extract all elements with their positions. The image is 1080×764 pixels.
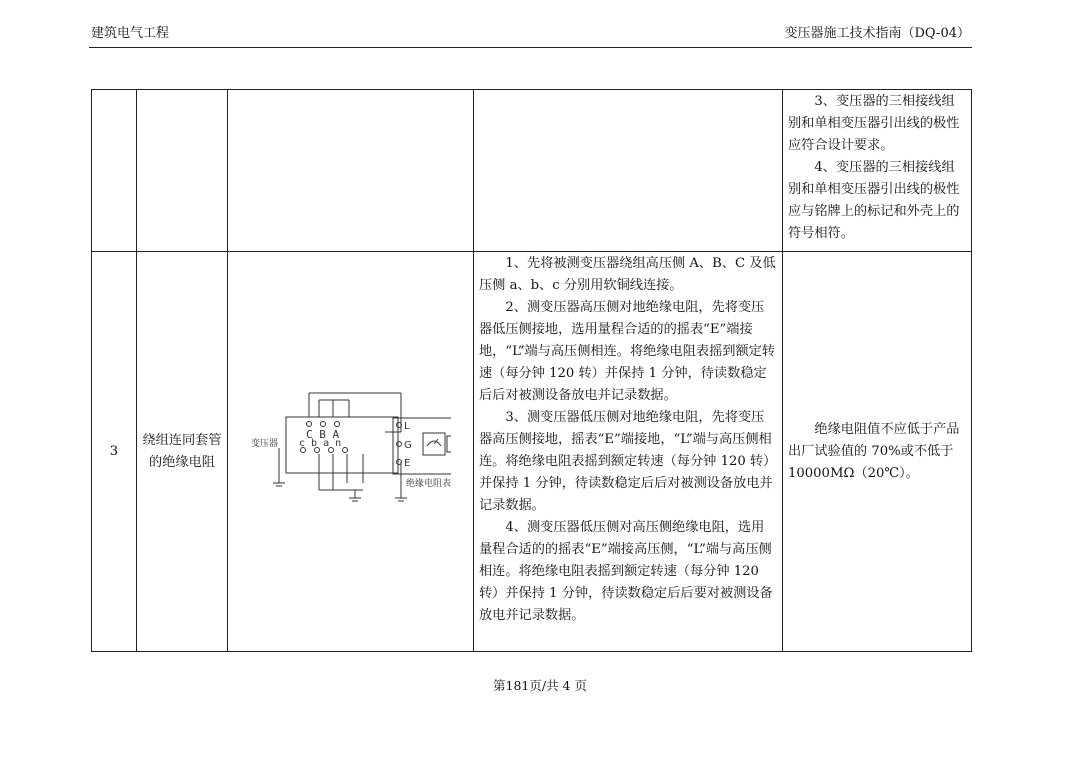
standard-item: 绝缘电阻值不应低于产品出厂试验值的 70%或不低于 10000MΩ（20℃）。 bbox=[788, 421, 960, 481]
meter-terminal-e: E bbox=[403, 457, 410, 469]
meter-terminal-g: G bbox=[403, 439, 412, 451]
table-row bbox=[92, 252, 972, 652]
item-name: 绕组连同套管的绝缘电阻 bbox=[137, 252, 228, 652]
lv-terminals-label: c b a n bbox=[298, 437, 341, 449]
page-footer: 第181页/共 4 页 bbox=[493, 678, 587, 693]
header-rule bbox=[89, 47, 972, 48]
row-number bbox=[92, 90, 137, 252]
method-item: 2、测变压器高压侧对地绝缘电阻，先将变压器低压侧接地，选用量程合适的的摇表“E”端接地，“L”端与高压侧相连。将绝缘电阻表摇到额定转速（每分钟 120 转）并保持 1 分钟，待读数稳定后后对被测设备放电并记录数据。 bbox=[479, 300, 776, 403]
diagram-cell bbox=[228, 90, 474, 252]
method-item: 3、测变压器低压侧对地绝缘电阻，先将变压器高压侧接地，摇表“E”端接地，“L”端与高压侧相连。将绝缘电阻表摇到额定转速（每分钟 120 转）并保持 1 分钟，待读数稳定后后对被测设备放电并记录数据。 bbox=[479, 410, 777, 513]
standard-item: 3、变压器的三相接线组别和单相变压器引出线的极性应符合设计要求。 bbox=[788, 94, 960, 153]
method-item: 1、先将被测变压器绕组高压侧 A、B、C 及低压侧 a、b、c 分别用软铜线连接。 bbox=[479, 256, 776, 293]
insulation-test-diagram bbox=[251, 388, 451, 508]
standard-cell bbox=[783, 90, 972, 252]
meter-terminal-l: L bbox=[403, 420, 410, 432]
meter-label: 绝缘电阻表 bbox=[405, 478, 451, 489]
spec-table bbox=[91, 89, 972, 652]
standard-item: 4、变压器的三相接线组别和单相变压器引出线的极性应与铭牌上的标记和外壳上的符号相符。 bbox=[788, 160, 960, 241]
header-right-title: 变压器施工技术指南（DQ-04） bbox=[784, 26, 970, 41]
diagram-cell bbox=[228, 252, 474, 652]
method-item: 4、测变压器低压侧对高压侧绝缘电阻，选用量程合适的的摇表“E”端接高压侧，“L”端与高压侧相连。将绝缘电阻表摇到额定转速（每分钟 120 转）并保持 1 分钟，待读数稳定后后要对被测设备放电并记录数据。 bbox=[479, 520, 773, 623]
hv-terminals-label: C B A bbox=[305, 427, 339, 441]
method-cell bbox=[474, 90, 783, 252]
standard-cell bbox=[783, 252, 972, 652]
header-left-title: 建筑电气工程 bbox=[91, 26, 170, 41]
table-row bbox=[92, 90, 972, 252]
transformer-label: 变压器 bbox=[250, 438, 278, 449]
item-name bbox=[137, 90, 228, 252]
row-number: 3 bbox=[92, 252, 137, 652]
method-cell bbox=[474, 252, 783, 652]
